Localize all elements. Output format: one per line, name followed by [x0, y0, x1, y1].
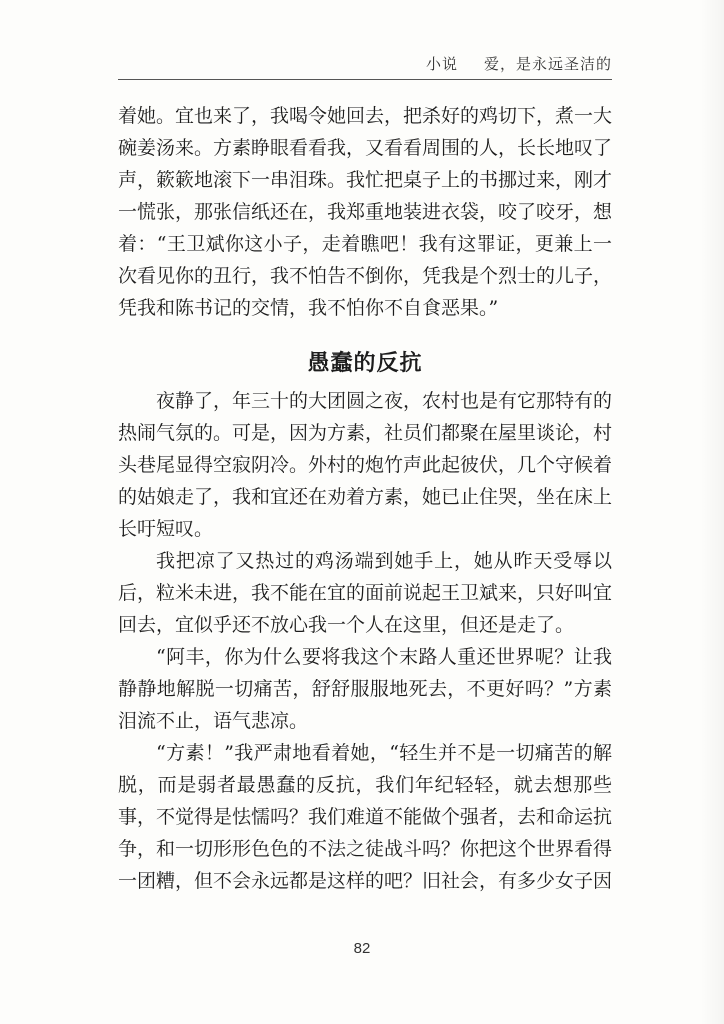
running-header — [118, 54, 612, 74]
paragraph: “阿丰，你为什么要将我这个末路人重还世界呢？让我静静地解脱一切痛苦，舒舒服服地死去，不更好吗？”方素泪流不止，语气悲凉。 — [118, 646, 612, 732]
paragraph: 夜静了，年三十的大团圆之夜，农村也是有它那特有的热闹气氛的。可是，因为方素，社员们都聚在屋里谈论，村头巷尾显得空寂阴冷。外村的炮竹声此起彼伏，几个守候着的姑娘走了，我和宜还在劝着方素，她已止住哭，坐在床上长吁短叹。 — [118, 390, 613, 540]
body-text-after-section — [118, 385, 612, 897]
section-title: 愚蠢的反抗 — [307, 351, 423, 376]
header-rule — [118, 79, 612, 80]
paragraph: “方素！”我严肃地看着她，“轻生并不是一切痛苦的解脱，而是弱者最愚蠢的反抗，我们年纪轻轻，就去想那些事，不觉得是怯懦吗？我们难道不能做个强者，去和命运抗争，和一切形形色色的不法之徒战斗吗？你把这个世界看得一团糟，但不会永远都是这样的吧？旧社会，有多少女子因 — [118, 742, 613, 892]
page-number: 82 — [353, 940, 371, 957]
paragraph: 着她。宜也来了，我喝令她回去，把杀好的鸡切下，煮一大碗姜汤来。方素睁眼看看我，又看看周围的人，长长地叹了声，簌簌地滚下一串泪珠。我忙把桌子上的书挪过来，刚才一慌张，那张信纸还在，我郑重地装进衣袋，咬了咬牙，想着：“王卫斌你这小子，走着瞧吧！我有这罪证，更兼上一次看见你的丑行，我不怕告不倒你，凭我是个烈士的儿子，凭我和陈书记的交情，我不怕你不自食恶果。” — [118, 105, 613, 319]
page-edge-shading — [700, 0, 724, 1024]
header-book-title: 爱，是永远圣洁的 — [483, 55, 612, 73]
header-section-label: 小说 — [425, 55, 458, 73]
paragraph: 我把凉了又热过的鸡汤端到她手上，她从昨天受辱以后，粒米未进，我不能在宜的面前说起王卫斌来，只好叫宜回去，宜似乎还不放心我一个人在这里，但还是走了。 — [118, 550, 613, 636]
body-text-before-section — [118, 100, 612, 324]
